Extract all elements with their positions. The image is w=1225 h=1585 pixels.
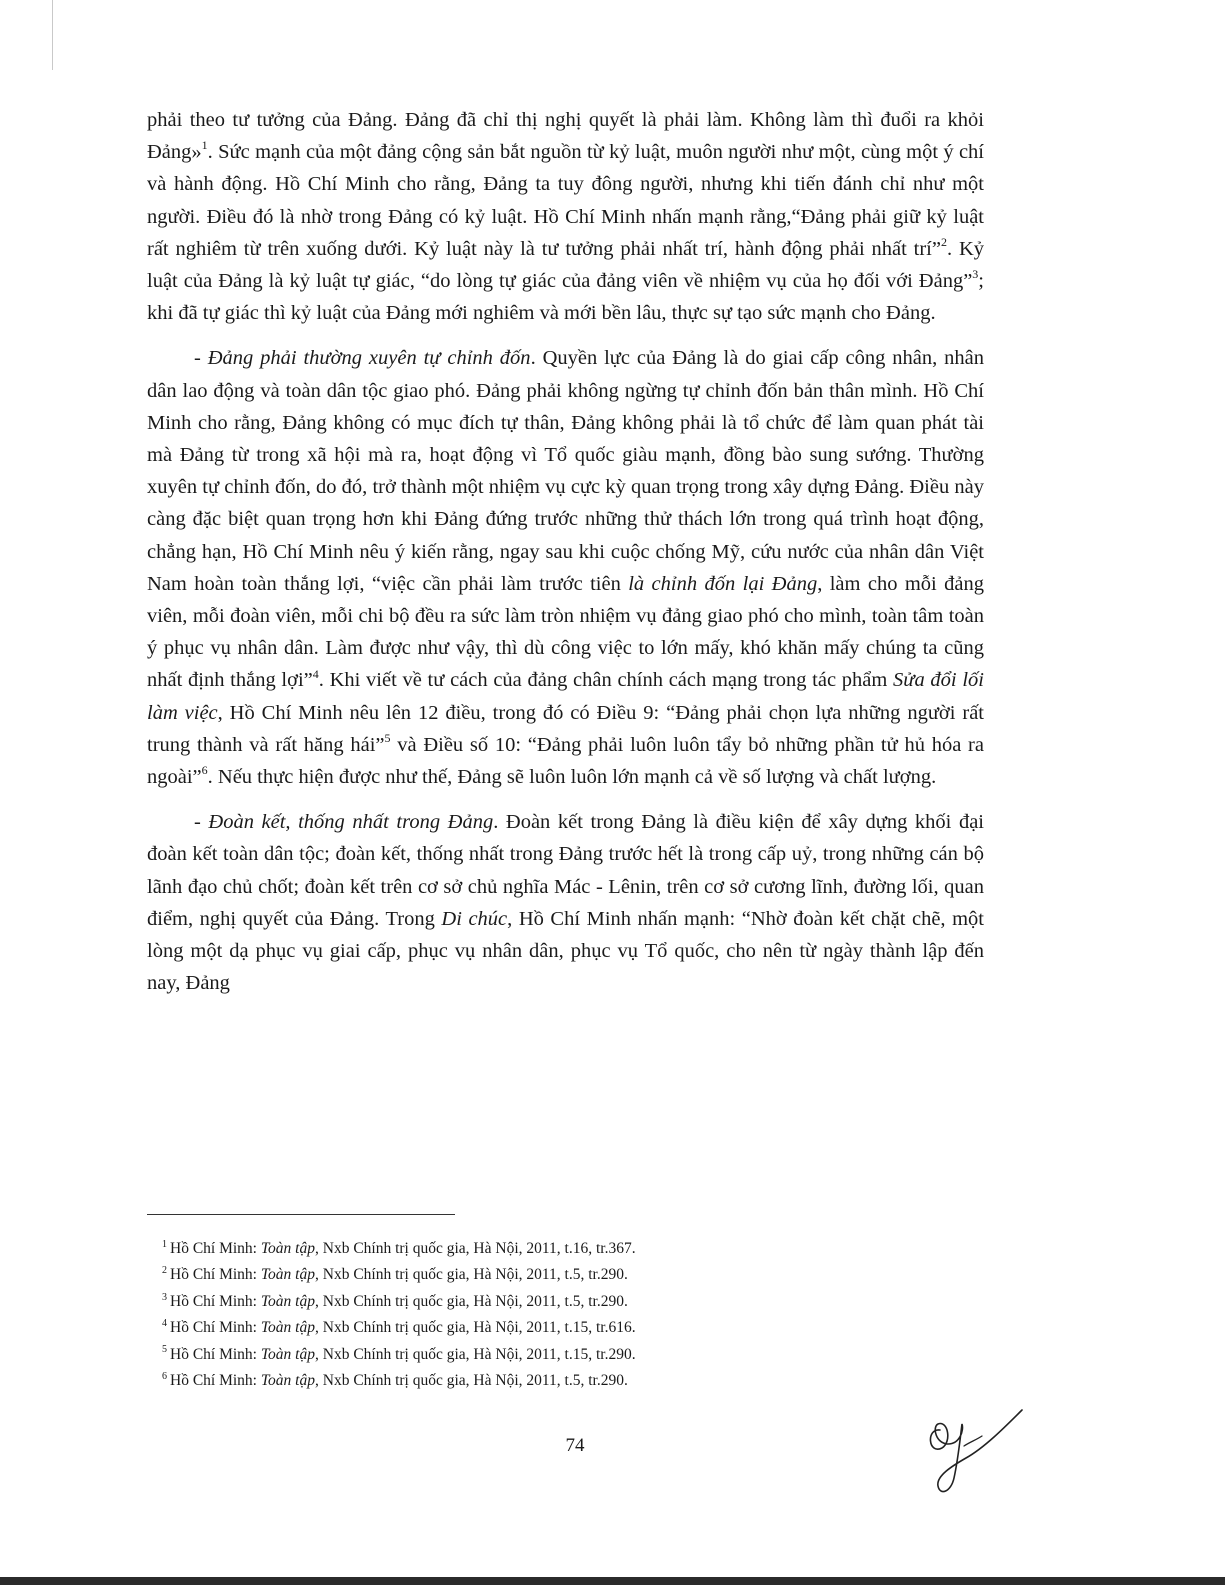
italic-text: - Đảng phải thường xuyên tự chỉnh đốn xyxy=(194,347,531,370)
footnote-author: Hồ Chí Minh: xyxy=(170,1372,261,1390)
footnote-details: , Nxb Chính trị quốc gia, Hà Nội, 2011, t.15, tr.616. xyxy=(315,1319,636,1337)
footnote xyxy=(162,1368,962,1394)
scan-edge-bottom xyxy=(0,1577,1225,1585)
italic-text: Di chúc xyxy=(441,907,508,930)
footnote-number: 5 xyxy=(162,1344,167,1356)
footnote-ref: 5 xyxy=(384,731,391,746)
text-run: . Quyền lực của Đảng là do giai cấp công nhân, nhân dân lao động và toàn dân tộc giao phó. Đảng phải không ngừng tự chỉnh đốn bản thân mình. Hồ Chí Minh cho rằng, Đảng không có mục đích tự thân, Đảng không phải là tổ chức để làm quan phát tài mà Đảng từ trong xã hội mà ra, hoạt động vì Tổ quốc giàu mạnh, đồng bào sung sướng. Thường xuyên tự chỉnh đốn, do đó, trở thành một nhiệm vụ cực kỳ quan trọng trong xây dựng Đảng. Điều này càng đặc biệt quan trọng hơn khi Đảng đứng trước những thử thách lớn trong quá trình hoạt động, chẳng hạn, Hồ Chí Minh nêu ý kiến rằng, ngay sau khi cuộc chống Mỹ, cứu nước của nhân dân Việt Nam hoàn toàn thắng lợi, “việc cần phải làm trước tiên xyxy=(147,347,984,595)
text-run: , làm cho mỗi đảng viên, mỗi đoàn viên, mỗi chi bộ đều ra sức làm tròn nhiệm vụ đảng giao phó cho mình, toàn tâm toàn ý phục vụ nhân dân. Làm được như vậy, thì dù công việc to lớn mấy, khó khăn mấy chúng ta cũng nhất định thắng lợi” xyxy=(147,572,984,692)
footnote-ref: 6 xyxy=(201,763,208,778)
footnote-ref: 2 xyxy=(940,234,947,249)
text-run: . Kỷ luật của Đảng là kỷ luật tự giác, “do lòng tự giác của đảng viên về nhiệm vụ của họ đối với Đảng” xyxy=(147,237,984,293)
footnote-details: , Nxb Chính trị quốc gia, Hà Nội, 2011, t.15, tr.290. xyxy=(315,1345,636,1363)
text-run: . Nếu thực hiện được như thế, Đảng sẽ luôn luôn lớn mạnh cả về số lượng và chất lượng. xyxy=(207,766,937,789)
footnote-work: Toàn tập xyxy=(260,1266,315,1284)
signature-icon xyxy=(918,1400,1028,1500)
footnote xyxy=(162,1289,962,1315)
footnote-details: , Nxb Chính trị quốc gia, Hà Nội, 2011, t.5, tr.290. xyxy=(315,1266,628,1284)
text-run: . Khi viết về tư cách của đảng chân chính cách mạng trong tác phẩm xyxy=(318,669,894,692)
footnote-details: , Nxb Chính trị quốc gia, Hà Nội, 2011, t.16, tr.367. xyxy=(315,1240,636,1257)
italic-text: Sửa đổi lối làm việc xyxy=(147,669,984,724)
footnote xyxy=(162,1236,962,1262)
text-run: và Điều số 10: “Đảng phải luôn luôn tẩy bỏ những phần tử hủ hóa ra ngoài” xyxy=(147,733,984,789)
footnote-details: , Nxb Chính trị quốc gia, Hà Nội, 2011, t.5, tr.290. xyxy=(315,1292,628,1310)
scan-edge-line xyxy=(52,0,53,70)
footnote-author: Hồ Chí Minh: xyxy=(170,1240,261,1257)
text-run: . Sức mạnh của một đảng cộng sản bắt nguồn từ kỷ luật, muôn người như một, cùng một ý chí và hành động. Hồ Chí Minh cho rằng, Đảng ta tuy đông người, nhưng khi tiến đánh chỉ như một người. Điều đó là nhờ trong Đảng có kỷ luật. Hồ Chí Minh nhấn mạnh rằng,“Đảng phải giữ kỷ luật rất nghiêm từ trên xuống dưới. Kỷ luật này là tư tưởng phải nhất trí, hành động phải nhất trí” xyxy=(147,141,984,260)
footnote xyxy=(162,1342,962,1368)
footnote-number: 1 xyxy=(162,1238,167,1250)
paragraph-discipline xyxy=(147,104,984,329)
footnotes xyxy=(162,1236,962,1394)
text-run: , Hồ Chí Minh nêu lên 12 điều, trong đó có Điều 9: “Đảng phải chọn lựa những người rất trung thành và rất hăng hái” xyxy=(147,701,984,756)
footnote-separator xyxy=(147,1214,455,1215)
footnote-author: Hồ Chí Minh: xyxy=(170,1319,261,1337)
footnote-ref: 1 xyxy=(201,138,208,153)
footnote-author: Hồ Chí Minh: xyxy=(170,1292,261,1310)
footnote-work: Toàn tập xyxy=(260,1372,315,1390)
footnote-number: 2 xyxy=(162,1265,167,1277)
text-run: ; khi đã tự giác thì kỷ luật của Đảng mới nghiêm và mới bền lâu, thực sự tạo sức mạnh cho Đảng. xyxy=(147,270,984,325)
footnote-work: Toàn tập xyxy=(260,1319,315,1337)
footnote-work: Toàn tập xyxy=(260,1240,315,1257)
footnote-number: 6 xyxy=(162,1370,167,1382)
text-run: . Đoàn kết trong Đảng là điều kiện để xây dựng khối đại đoàn kết toàn dân tộc; đoàn kết, thống nhất trong Đảng trước hết là trong cấp uỷ, trong những cán bộ lãnh đạo chủ chốt; đoàn kết trên cơ sở chủ nghĩa Mác - Lênin, trên cơ sở cương lĩnh, đường lối, quan điểm, nghị quyết của Đảng. Trong xyxy=(147,811,984,930)
footnote-number: 4 xyxy=(162,1318,167,1330)
footnote-author: Hồ Chí Minh: xyxy=(170,1345,261,1363)
italic-text: là chỉnh đốn lại Đảng xyxy=(628,572,818,595)
paragraph-unity xyxy=(147,806,984,999)
body-text xyxy=(147,104,984,999)
footnote-number: 3 xyxy=(162,1291,167,1303)
footnote-author: Hồ Chí Minh: xyxy=(170,1266,261,1284)
footnote xyxy=(162,1315,962,1341)
footnote-ref: 4 xyxy=(312,666,319,681)
italic-text: - Đoàn kết, thống nhất trong Đảng xyxy=(194,811,494,834)
text-run: phải theo tư tưởng của Đảng. Đảng đã chỉ thị nghị quyết là phải làm. Không làm thì đuổi ra khỏi Đảng» xyxy=(147,109,984,164)
footnote-ref: 3 xyxy=(972,267,979,282)
footnote xyxy=(162,1262,962,1288)
footnote-work: Toàn tập xyxy=(260,1345,315,1363)
text-run: , Hồ Chí Minh nhấn mạnh: “Nhờ đoàn kết chặt chẽ, một lòng một dạ phục vụ giai cấp, phục vụ nhân dân, phục vụ Tổ quốc, cho nên từ ngày thành lập đến nay, Đảng xyxy=(147,907,984,995)
footnote-work: Toàn tập xyxy=(260,1292,315,1310)
page-number: 74 xyxy=(565,1435,585,1456)
paragraph-self-rectification xyxy=(147,342,984,793)
footnote-details: , Nxb Chính trị quốc gia, Hà Nội, 2011, t.5, tr.290. xyxy=(315,1372,628,1390)
